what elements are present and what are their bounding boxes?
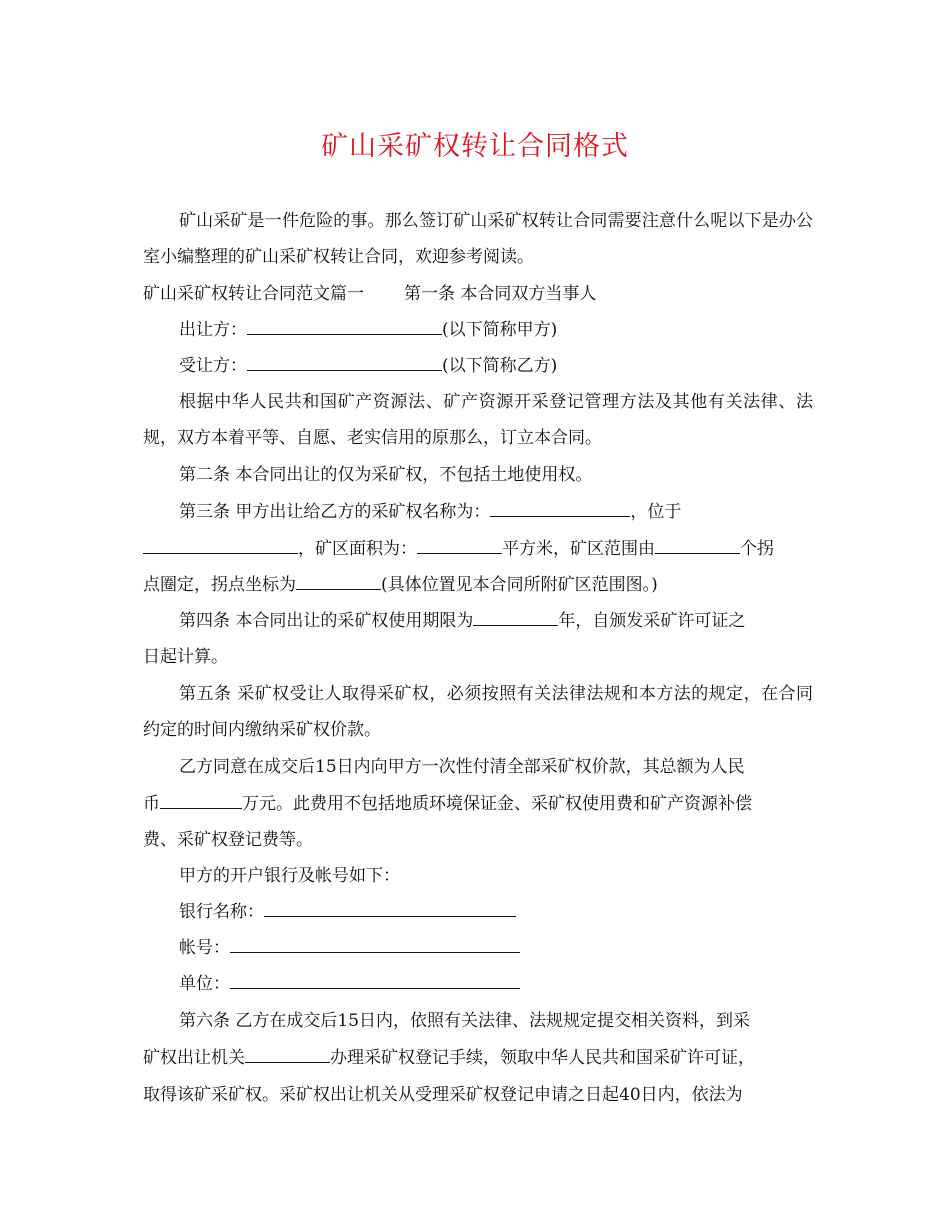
bank-name-label: 银行名称： [179,902,264,922]
article1-text: 第一条 本合同双方当事人 [404,284,597,304]
unit-label: 单位： [179,974,230,994]
account-label: 帐号： [179,938,230,958]
payment-line1: 乙方同意在成交后15日内向甲方一次性付清全部采矿权价款，其总额为人民 [179,757,745,777]
article6-text-c: 办理采矿权登记手续，领取中华人民共和国采矿许可证， [330,1048,755,1068]
basis-paragraph: 根据中华人民共和国矿产资源法、矿产资源开采登记管理方法及其他有关法律、法规，双方本着平等、自愿、老实信用的原那么，订立本合同。 [143,392,813,448]
article4-text-b: 年，自颁发采矿许可证之 [558,611,746,631]
bank-intro-line: 甲方的开户银行及帐号如下： [179,866,400,886]
unit-blank [230,974,520,989]
article3-text-f: 点圈定，拐点坐标为 [143,575,296,595]
article6-text-b: 矿权出让机关 [143,1048,245,1068]
article3-line2 [143,531,823,567]
payment-line3: 费、采矿权登记费等。 [143,830,313,850]
sample-heading-line [143,276,823,312]
article3-text-e: 个拐 [740,539,774,559]
transferor-label: 出让方： [179,320,247,340]
article6-line1: 第六条 乙方在成交后15日内，依照有关法律、法规规定提交相关资料，到采 [179,1011,751,1031]
document-title: 矿山采矿权转让合同格式 [321,131,629,162]
article3-text-c: ，矿区面积为： [298,539,417,559]
article3-text-b: ，位于 [630,502,682,522]
unit-line [179,966,859,1002]
term-years-blank [473,611,558,626]
authority-blank [245,1048,330,1063]
transferee-blank [247,356,442,371]
article6-line2 [143,1040,823,1076]
article4-line2: 日起计算。 [143,647,228,667]
transferor-suffix: (以下简称甲方) [442,320,558,340]
transferee-label: 受让方： [179,356,247,376]
price-blank [160,794,242,809]
article3-text-d: 平方米，矿区范围由 [502,539,655,559]
corner-count-blank [655,539,740,554]
bank-name-blank [264,902,516,917]
intro-paragraph: 矿山采矿是一件危险的事。那么签订矿山采矿权转让合同需要注意什么呢以下是办公室小编整理的矿山采矿权转让合同，欢迎参考阅读。 [143,211,813,267]
mining-right-name-blank [490,502,630,517]
article3-text-g: (具体位置见本合同所附矿区范围图。) [381,575,658,595]
article4-text-a: 第四条 本合同出让的采矿权使用期限为 [179,611,474,631]
area-blank [417,539,502,554]
transferor-blank [247,320,442,335]
article5-paragraph: 第五条 采矿权受让人取得采矿权，必须按照有关法律法规和本方法的规定，在合同约定的时间内缴纳采矿权价款。 [143,684,813,740]
article2-line: 第二条 本合同出让的仅为采矿权，不包括土地使用权。 [179,465,593,485]
transferee-suffix: (以下简称乙方) [442,356,558,376]
article3-text-a: 第三条 甲方出让给乙方的采矿权名称为： [179,502,491,522]
article3-line1 [179,494,859,530]
transferee-line [179,348,859,384]
bank-name-line [179,894,859,930]
transferor-line [179,312,859,348]
article3-line3 [143,567,823,603]
account-line [179,930,859,966]
sample-heading: 矿山采矿权转让合同范文篇一 [143,284,364,304]
payment-line2 [143,786,823,822]
article4-line1 [179,603,859,639]
payment-text-b: 币 [143,794,160,814]
location-blank [143,539,298,554]
coordinates-blank [296,575,381,590]
account-blank [230,938,520,953]
payment-text-c: 万元。此费用不包括地质环境保证金、采矿权使用费和矿产资源补偿 [242,794,752,814]
article6-line3: 取得该矿采矿权。采矿权出让机关从受理采矿权登记申请之日起40日内，依法为 [143,1085,743,1105]
